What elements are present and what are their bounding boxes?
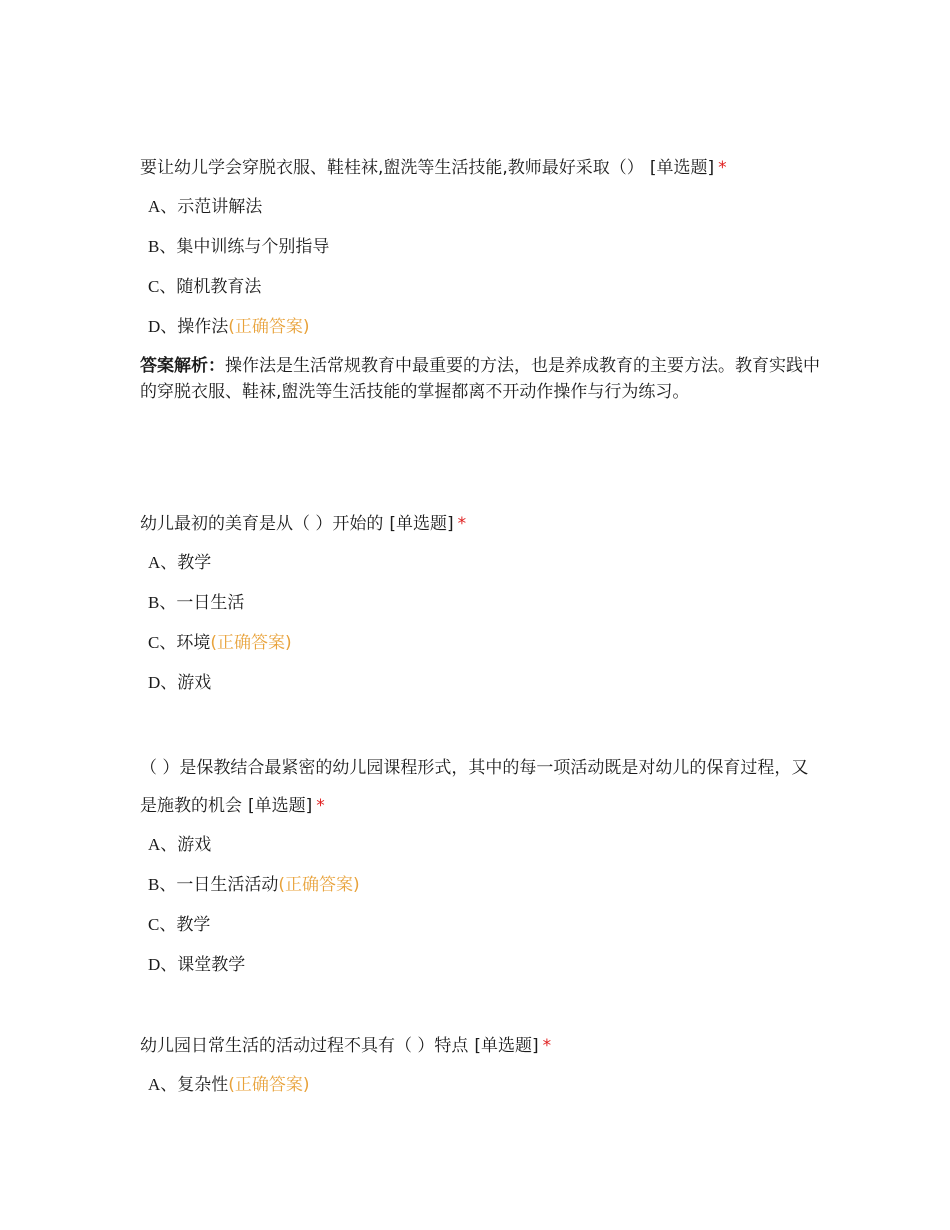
required-mark: * bbox=[316, 796, 325, 816]
option-text: 教学 bbox=[177, 553, 212, 573]
option-c[interactable] bbox=[140, 629, 820, 669]
option-c[interactable] bbox=[140, 911, 810, 951]
question-1 bbox=[140, 149, 820, 405]
option-text: 集中训练与个别指导 bbox=[176, 237, 330, 257]
option-text: 操作法 bbox=[177, 317, 229, 337]
analysis-label: 答案解析： bbox=[140, 356, 225, 376]
question-title bbox=[140, 149, 820, 187]
option-letter: B、 bbox=[148, 875, 177, 894]
required-mark: * bbox=[457, 514, 467, 534]
option-list bbox=[140, 1071, 820, 1111]
option-letter: D、 bbox=[148, 955, 178, 974]
option-letter: A、 bbox=[148, 197, 178, 216]
answer-analysis bbox=[140, 353, 820, 405]
required-mark: * bbox=[542, 1036, 552, 1056]
option-text: 一日生活 bbox=[176, 593, 245, 613]
question-2 bbox=[140, 505, 820, 709]
option-a[interactable] bbox=[140, 831, 810, 871]
option-letter: A、 bbox=[148, 1075, 178, 1094]
option-letter: B、 bbox=[148, 593, 177, 612]
option-a[interactable] bbox=[140, 193, 820, 233]
option-letter: A、 bbox=[148, 835, 178, 854]
option-text: 复杂性 bbox=[177, 1075, 229, 1095]
option-d[interactable] bbox=[140, 951, 810, 991]
question-type: [单选题] bbox=[474, 1036, 539, 1056]
option-b[interactable] bbox=[140, 233, 820, 273]
option-b[interactable] bbox=[140, 871, 810, 911]
option-letter: D、 bbox=[148, 317, 178, 336]
option-letter: D、 bbox=[148, 673, 178, 692]
option-list bbox=[140, 193, 820, 353]
option-text: 环境 bbox=[176, 633, 211, 653]
option-list bbox=[140, 549, 820, 709]
question-type: [单选题] bbox=[248, 796, 313, 816]
question-text: 幼儿最初的美育是从（ ）开始的 bbox=[140, 514, 384, 534]
question-title bbox=[140, 1027, 820, 1065]
question-text: 幼儿园日常生活的活动过程不具有（ ）特点 bbox=[140, 1036, 469, 1056]
correct-answer-tag: (正确答案) bbox=[228, 1075, 310, 1095]
correct-answer-tag: (正确答案) bbox=[228, 317, 310, 337]
option-text: 随机教育法 bbox=[176, 277, 262, 297]
option-b[interactable] bbox=[140, 589, 820, 629]
question-text: 要让幼儿学会穿脱衣服、鞋桂袜,盥洗等生活技能,教师最好采取（） bbox=[140, 158, 644, 178]
option-letter: C、 bbox=[148, 277, 177, 296]
question-text: （ ）是保教结合最紧密的幼儿园课程形式，其中的每一项活动既是对幼儿的保育过程，又是施教的机会 bbox=[140, 758, 809, 816]
option-text: 游戏 bbox=[177, 673, 212, 693]
option-text: 一日生活活动 bbox=[176, 875, 279, 895]
required-mark: * bbox=[718, 158, 727, 178]
option-letter: B、 bbox=[148, 237, 177, 256]
question-3 bbox=[140, 749, 810, 991]
question-title bbox=[140, 749, 810, 825]
option-a[interactable] bbox=[140, 549, 820, 589]
option-a[interactable] bbox=[140, 1071, 820, 1111]
correct-answer-tag: (正确答案) bbox=[210, 633, 292, 653]
option-c[interactable] bbox=[140, 273, 820, 313]
option-letter: C、 bbox=[148, 633, 177, 652]
question-4 bbox=[140, 1027, 820, 1111]
option-letter: C、 bbox=[148, 915, 177, 934]
option-text: 课堂教学 bbox=[177, 955, 246, 975]
option-text: 示范讲解法 bbox=[177, 197, 263, 217]
question-type: [单选题] bbox=[389, 514, 454, 534]
option-d[interactable] bbox=[140, 313, 820, 353]
option-text: 游戏 bbox=[177, 835, 212, 855]
question-type: [单选题] bbox=[649, 158, 715, 178]
option-d[interactable] bbox=[140, 669, 820, 709]
analysis-text: 操作法是生活常规教育中最重要的方法，也是养成教育的主要方法。教育实践中的穿脱衣服、鞋袜,盥洗等生活技能的掌握都离不开动作操作与行为练习。 bbox=[140, 356, 820, 402]
option-list bbox=[140, 831, 810, 991]
correct-answer-tag: (正确答案) bbox=[278, 875, 360, 895]
question-title bbox=[140, 505, 820, 543]
option-text: 教学 bbox=[176, 915, 211, 935]
option-letter: A、 bbox=[148, 553, 178, 572]
